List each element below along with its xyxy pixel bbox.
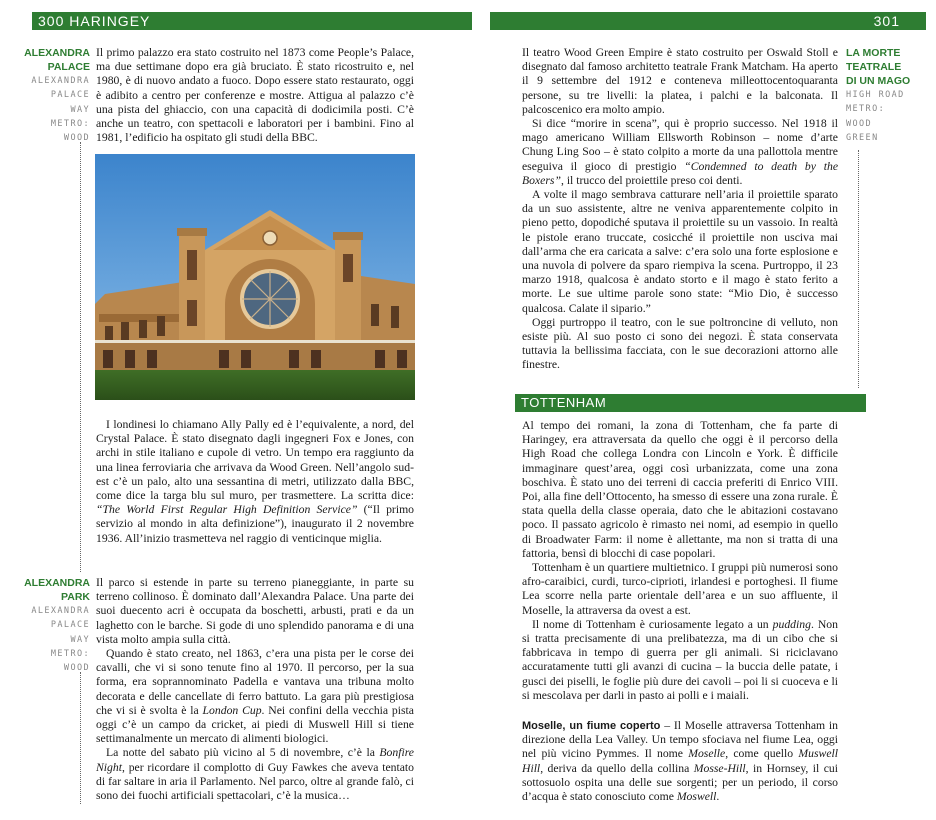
text-run-italic: Moselle <box>688 747 726 761</box>
paragraph <box>522 618 838 703</box>
sidebar-alexandra-park <box>20 576 90 675</box>
address-line: PALACE <box>50 620 90 631</box>
paragraph <box>96 647 414 746</box>
paragraph <box>522 719 838 804</box>
text-run: , in Hornsey, il cui sottosuolo ospita una delle sue sorgenti; per un periodo, il corso d’acqua è stato conosciuto come <box>522 761 838 804</box>
sidebar-title <box>20 576 90 604</box>
text-run: Si dice “morire in scena”, qui è proprio successo. Nel 1918 il mago americano William Ellsworth Robinson – nome d’arte Chung Ling Soo – è stato colpito a morte da una pallottola mentre eseguiva il gioco di prestigio <box>522 117 838 173</box>
text-run: . Nei confini della vecchia pista oggi c’è un campo da cricket, ai piedi di Muswell Hill si tiene settimanalmente un mercato di alimenti biologici. <box>96 703 414 746</box>
address-line: WOOD <box>63 133 90 144</box>
text-run-italic: London Cup <box>202 703 262 717</box>
sidebar-title-line: LA MORTE <box>846 47 901 59</box>
address-line: METRO: <box>50 648 90 659</box>
address-line: WOOD <box>846 118 873 129</box>
sidebar-address <box>20 74 90 145</box>
paragraph: Oggi purtroppo il teatro, con le sue poltroncine di velluto, non esiste più. Al suo posto ci sono dei negozi. È stata conservata tuttavia la bellissima facciata, con le sue decorazioni attorno alle finestre. <box>522 315 838 372</box>
address-line: ALEXANDRA <box>31 606 90 616</box>
subheading: Moselle, un fiume coperto <box>522 720 661 732</box>
page-header-right <box>490 12 926 30</box>
sidebar-title-line: ALEXANDRA <box>24 577 90 589</box>
paragraph <box>96 418 414 546</box>
running-head-left: 300 HARINGEY <box>38 13 151 29</box>
alexandra-palace-intro <box>96 46 414 145</box>
paragraph: Il teatro Wood Green Empire è stato costruito per Oswald Stoll e disegnato dal famoso architetto teatrale Frank Matcham. Ha aperto il 9 settembre del 1912 e conteneva milleottocentoquaranta persone, su tre livelli: la platea, i palchi e la balconata. Il palcoscenico era molto ampio. <box>522 46 838 116</box>
sidebar-title <box>846 46 926 88</box>
alexandra-park-section <box>96 576 414 803</box>
dotted-rule <box>80 142 81 572</box>
text-run: Quando è stato creato, nel 1863, c’era una pista per le corse dei cavalli, che vi si sono tenute fino al 1970. Il percorso, per la sua forma, era soprannominato Padella e vantava una tribuna molto decorata e delle cancellate di ferro battuto. La gara più prestigiosa che vi si è svolta è la <box>96 647 414 717</box>
text-run-italic: Mosse-Hill <box>693 761 746 775</box>
sidebar-title <box>20 46 90 74</box>
text-run: I londinesi lo chiamano Ally Pally ed è l’equivalente, a nord, del Crystal Palace. È stato disegnato dagli ingegneri Fox e Jones, con archi in stile italiano e cupole di vetro. Un tempo era raggiunto da una linea ferroviaria che arrivava da Wood Green. Nell’angolo sud-est c’è un palo, alto una sessantina di metri, utilizzato dalla BBC, come dice la targa blu sul muro, per trasmettere. La scritta dice: <box>96 418 414 503</box>
address-line: WOOD <box>63 663 90 674</box>
text-run: . Non si tratta precisamente di una prelibatezza, ma di un cibo che si fabbricava in tempo di guerra per gli animali. Si riciclavano accuratamente tutti gli avanzi di cucina – la buccia delle patate, i gusci dei piselli, le foglie più dure dei cavoli – poi li si cuoceva e li si mescolava per darli in pasto ai polli e i maiali. <box>522 617 838 702</box>
text-run: Il nome di Tottenham è curiosamente legato a un <box>532 617 773 631</box>
address-line: PALACE <box>50 90 90 101</box>
text-run-italic: Bonfire Night <box>96 746 414 774</box>
text-run-italic: “Condemned to death by the Boxers” <box>522 159 839 187</box>
text-run: . <box>716 790 720 804</box>
text-run: (“Il primo servizio al mondo in alta definizione”), inaugurato il 2 novembre 1936. All’inizio trasmetteva nel raggio di venticinque miglia. <box>96 503 414 545</box>
address-line: METRO: <box>50 118 90 129</box>
moselle-section <box>522 719 838 804</box>
page-header-left <box>32 12 472 30</box>
sidebar-title-line: DI UN MAGO <box>846 75 911 87</box>
sidebar-title-line: ALEXANDRA <box>24 47 90 59</box>
sidebar-title-line: PALACE <box>47 61 90 73</box>
address-line: HIGH ROAD <box>846 90 905 100</box>
paragraph <box>96 746 414 803</box>
paragraph: A volte il mago sembrava catturare nell’aria il proiettile sparato da un suo assistente, altre ne veniva apparentemente colpito in pieno petto, dopodiché sputava il proiettile su un vassoio. In realtà le pistole erano truccate, cosicché il proiettile non usciva mai dall’arma che era caricata a salve: c’era solo una forte esplosione e una nuvola di polvere da sparo riempiva la scena. Purtroppo, il 23 marzo 1918, qualcosa è andato storto e il mago è stato ferito a morte. Le sue ultime parole sono state: “Mio Dio, è successo qualcosa. Calate il sipario.” <box>522 188 838 315</box>
dotted-rule <box>858 150 859 388</box>
teatro-section <box>522 46 838 373</box>
sidebar-address <box>846 88 926 145</box>
text-run: – Il Moselle attraversa Tottenham in direzione della Lea Valley. Un tempo sfociava nel fiume Lea, oggi nel più vicino Pymmes. Il nome <box>522 719 839 761</box>
text-run-italic: “The World First Regular High Definition Service” <box>96 503 358 517</box>
paragraph: Il parco si estende in parte su terreno pianeggiante, in parte su terreno collinoso. È dominato dall’Alexandra Palace. Una parte dei suoi duecento acri è occupata da boschetti, arbusti, prati e da un laghetto con le barche. Si gode di uno splendido panorama e di una vista molto ampia sulla città. <box>96 576 414 646</box>
text-run: , come quello <box>725 747 799 761</box>
alexandra-palace-photo <box>95 154 415 400</box>
text-run-italic: Muswell Hill <box>522 747 838 775</box>
dotted-rule <box>80 672 81 804</box>
paragraph: Il primo palazzo era stato costruito nel 1873 come People’s Palace, ma due settimane dopo era già bruciato. È stato ricostruito e, nel 1980, è di nuovo andato a fuoco. Dopo essere stato restaurato, oggi è adibito a centro per conferenze e mostre. Attigua al palazzo c’è una pista del ghiaccio, con una capacità di dodicimila posti. C’è anche un teatro, con spettacoli e laboratori per i bambini. Fino al 1981, l’edificio ha ospitato gli studi della BBC. <box>96 46 414 145</box>
address-line: GREEN <box>846 132 879 143</box>
section-title: TOTTENHAM <box>521 395 607 410</box>
sidebar-morte-teatrale <box>846 46 926 145</box>
page-number-right: 301 <box>873 13 900 29</box>
sidebar-alexandra-palace <box>20 46 90 145</box>
text-run: , deriva da quello della collina <box>540 761 694 775</box>
address-line: WAY <box>70 104 90 115</box>
paragraph: Tottenham è un quartiere multietnico. I gruppi più numerosi sono afro-caraibici, curdi, turco-ciprioti, irlandesi e portoghesi. Il fiume Lea scorre nella parte orientale dell’area e un suo affluente, il Moselle, la attraversa da ovest a est. <box>522 561 838 617</box>
text-run-italic: Moswell <box>676 790 717 804</box>
section-heading-tottenham <box>515 394 866 412</box>
sidebar-title-line: TEATRALE <box>846 61 902 73</box>
paragraph <box>522 117 838 188</box>
text-run-italic: pudding <box>772 617 811 631</box>
ally-pally-section <box>96 418 414 546</box>
sidebar-address <box>20 604 90 675</box>
address-line: METRO: <box>846 104 886 115</box>
text-run: , per ricordare il complotto di Guy Fawkes che aveva tentato di far saltare in aria il Parlamento. Nel parco, oltre al grande falò, ci sono dei fuochi artificiali spettacolari, c’è la musica… <box>96 760 414 803</box>
address-line: ALEXANDRA <box>31 76 90 86</box>
text-run: La notte del sabato più vicino al 5 di novembre, c’è la <box>106 746 380 760</box>
sidebar-title-line: PARK <box>61 591 90 603</box>
text-run: , il trucco del proiettile preso coi denti. <box>560 173 743 187</box>
address-line: WAY <box>70 634 90 645</box>
paragraph: Al tempo dei romani, la zona di Tottenham, che fa parte di Haringey, era attraversata da quello che oggi è il percorso della High Road che collega Londra con Lincoln e York. È difficile immaginare quest’area, oggi così urbanizzata, come una zona boschiva. È stato uno dei terreni di caccia preferiti di Enrico VIII. Poi, alla fine dell’Ottocento, ha smesso di essere una zona rurale. È stata quella della classe operaia, dato che le abitazioni costavano poco. Il passato agricolo è rimasto nei nomi, ad esempio in quello di Broadwater Farm: il nome è allettante, ma non si tratta di una fattoria, bensì di blocchi di case popolari. <box>522 419 838 560</box>
tottenham-section <box>522 419 838 703</box>
